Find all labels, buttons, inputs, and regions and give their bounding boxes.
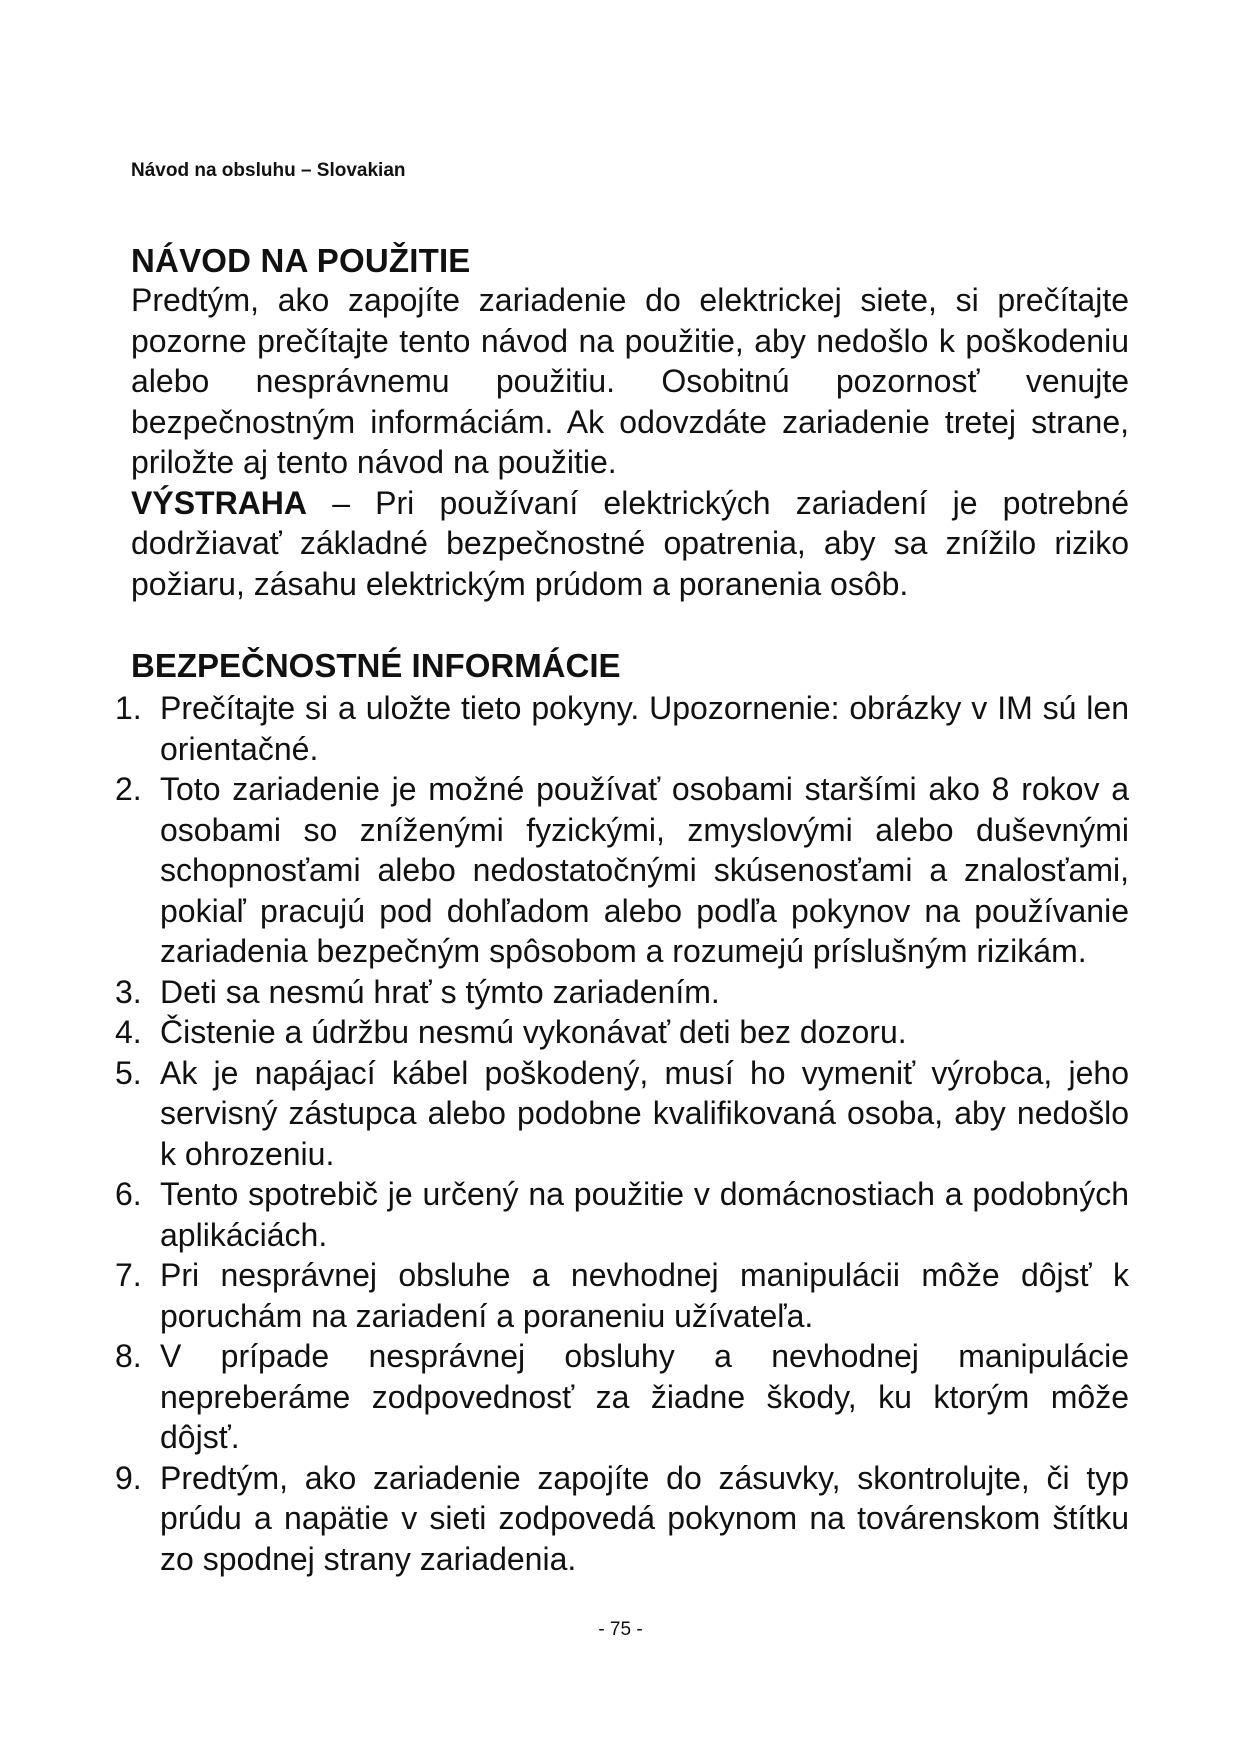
page-title: NÁVOD NA POUŽITIE [131,242,471,279]
item-text: Predtým, ako zariadenie zapojíte do zásuvky, skontrolujte, či typ prúdu a napätie v sieti zodpovedá pokynom na továrenskom štítku zo spodnej strany zariadenia. [160,1459,1129,1577]
item-text: Pri nesprávnej obsluhe a nevhodnej manipulácii môže dôjsť k poruchám na zariadení a poraneniu užívateľa. [160,1257,1129,1334]
warning-text: – Pri používaní elektrických zariadení je potrebné dodržiavať základné bezpečnostné opatrenia, aby sa znížilo riziko požiaru, zásahu elektrickým prúdom a poranenia osôb. [131,484,1129,602]
list-item [115,1458,1129,1580]
item-text: Ak je napájací kábel poškodený, musí ho vymeniť výrobca, jeho servisný zástupca alebo podobne kvalifikovaná osoba, aby nedošlo k ohrozeniu. [160,1054,1129,1172]
warning-label: VÝSTRAHA [131,484,308,521]
list-item [115,769,1129,972]
item-text: Tento spotrebič je určený na použitie v domácnostiach a podobných aplikáciách. [160,1176,1129,1253]
intro-paragraph [131,280,1129,604]
item-number: 7. [115,1257,142,1293]
item-number: 1. [115,690,142,726]
list-item [115,1012,1129,1053]
item-number: 3. [115,973,142,1010]
warning-paragraph [131,483,1129,605]
item-number: 6. [115,1176,142,1212]
item-text: V prípade nesprávnej obsluhy a nevhodnej manipulácie nepreberáme zodpovednosť za žiadne škody, ku ktorým môže dôjsť. [160,1338,1129,1455]
item-number: 4. [115,1014,142,1050]
list-item [115,1255,1129,1336]
item-number: 5. [115,1054,142,1091]
item-text: Deti sa nesmú hrať s týmto zariadením. [160,973,720,1010]
item-text: Čistenie a údržbu nesmú vykonávať deti bez dozoru. [160,1014,907,1050]
item-number: 2. [115,771,142,807]
intro-text: Predtým, ako zapojíte zariadenie do elektrickej siete, si prečítajte pozorne prečítajte tento návod na použitie, aby nedošlo k poškodeniu alebo nesprávnemu použitiu. Osobitnú pozornosť venujte bezpečnostným informáciám. Ak odovzdáte zariadenie tretej strane, priložte aj tento návod na použitie. [131,282,1129,480]
item-text: Toto zariadenie je možné používať osobami staršími ako 8 rokov a osobami so zníženými fyzickými, zmyslovými alebo duševnými schopnosťami alebo nedostatočnými skúsenosťami a znalosťami, pokiaľ pracujú pod dohľadom alebo podľa pokynov na používanie zariadenia bezpečným spôsobom a rozumejú príslušným rizikám. [160,771,1129,969]
section-title: BEZPEČNOSTNÉ INFORMÁCIE [131,647,621,684]
item-text: Prečítajte si a uložte tieto pokyny. Upozornenie: obrázky v IM sú len orientačné. [160,690,1129,767]
list-item [115,1336,1129,1458]
list-item [115,688,1129,769]
item-number: 9. [115,1459,142,1496]
list-item [115,1174,1129,1255]
page-header: Návod na obsluhu – Slovakian [131,160,406,181]
page-number: - 75 - [598,1619,643,1640]
item-number: 8. [115,1338,142,1374]
list-item [115,972,1129,1013]
list-item [115,1053,1129,1175]
safety-list [115,688,1129,1579]
